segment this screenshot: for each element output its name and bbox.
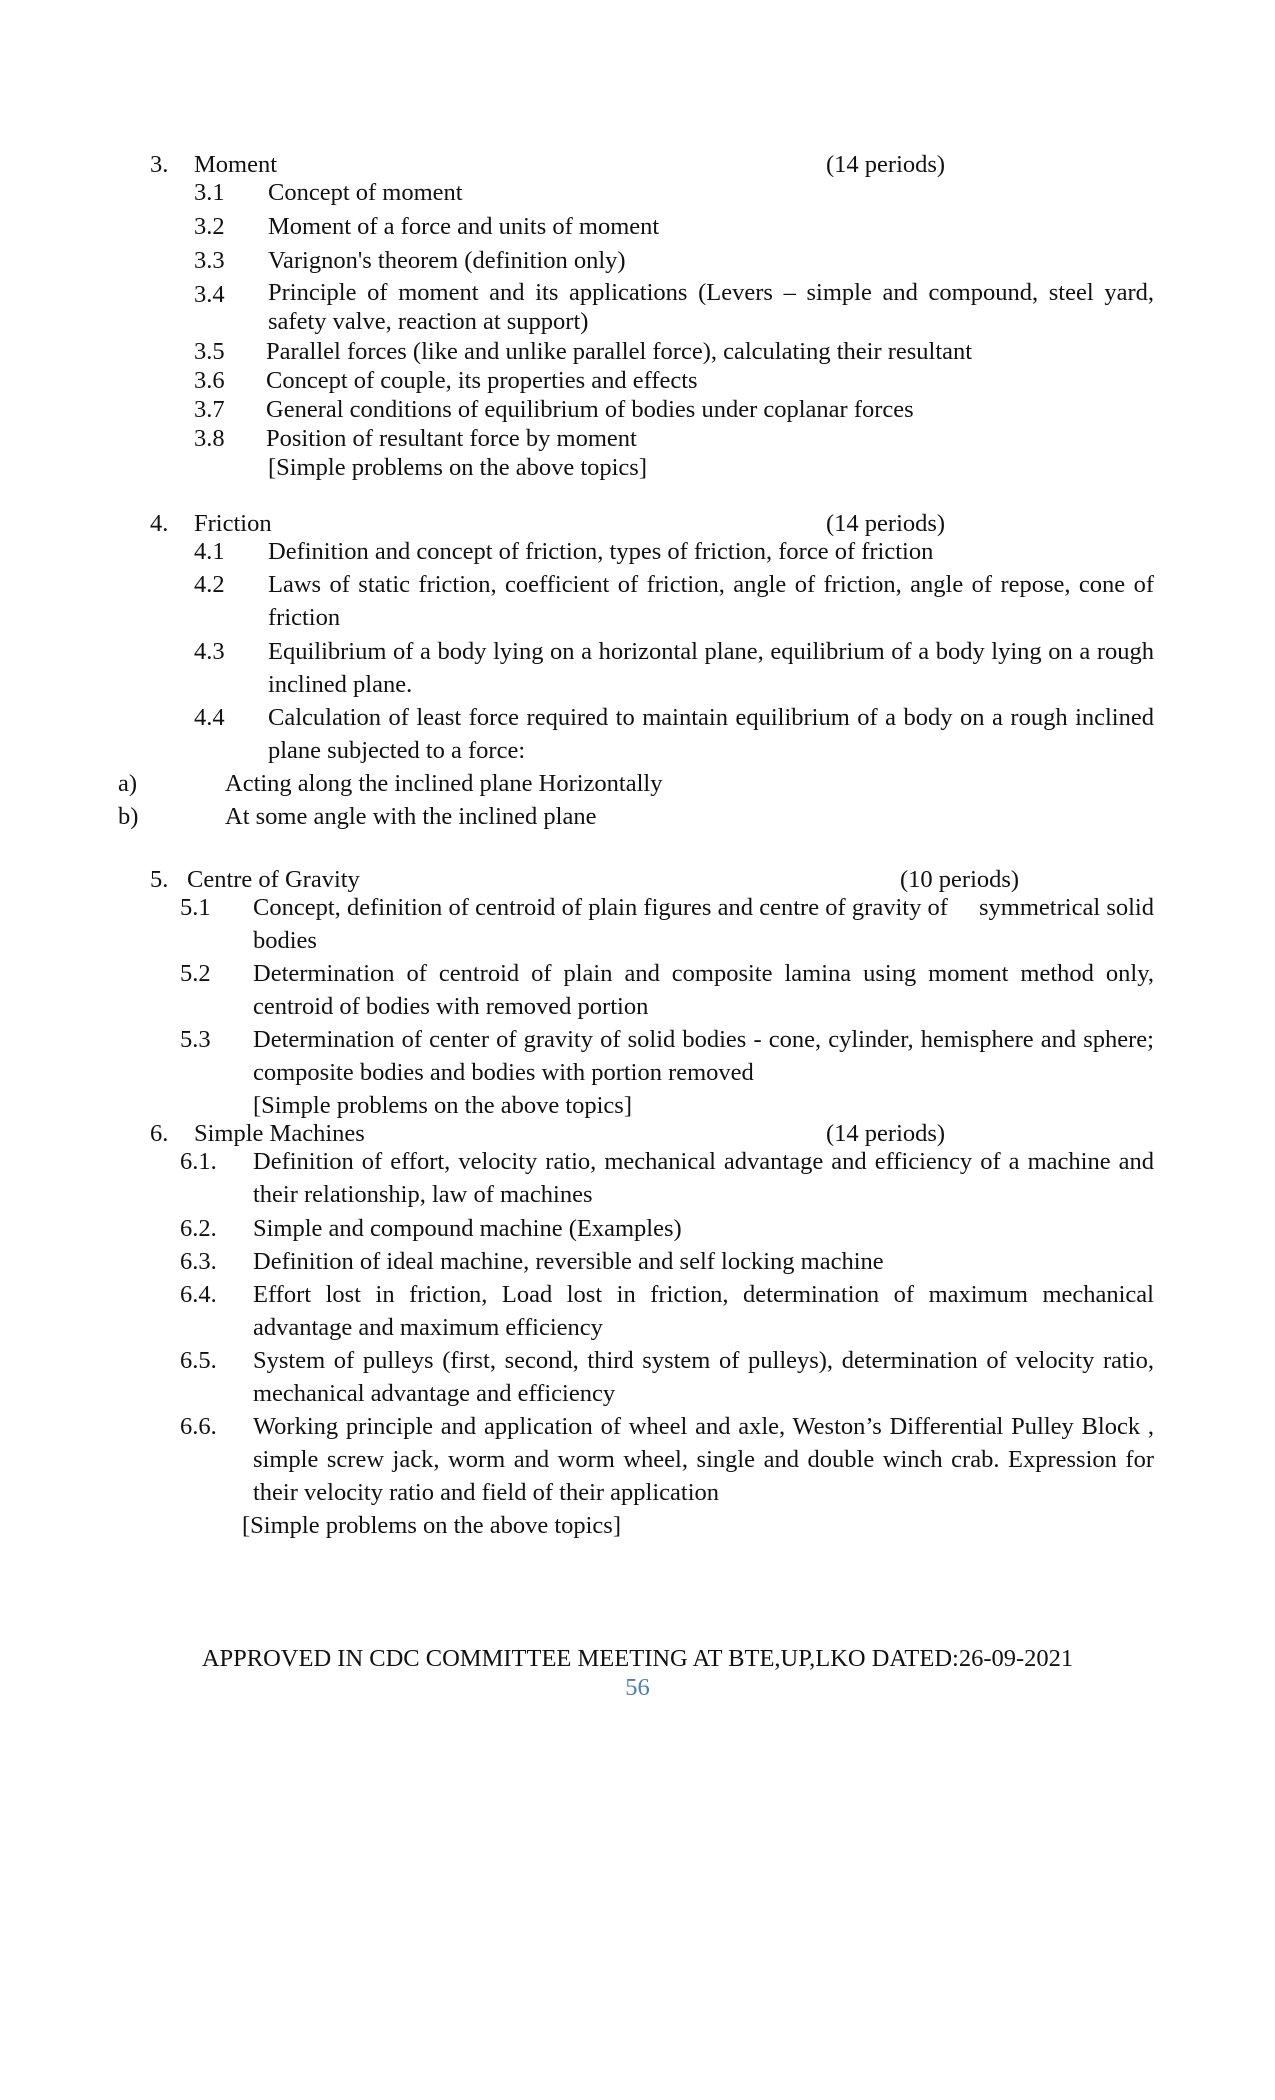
section-title: Simple Machines (194, 1120, 365, 1147)
section-periods: (10 periods) (900, 866, 1020, 893)
item-number: 5.1 (180, 894, 211, 921)
item-text: Equilibrium of a body lying on a horizontal plane, equilibrium of a body lying on a rough inclined plane. (268, 638, 1154, 698)
item-text: Parallel forces (like and unlike parallel force), calculating their resultant (266, 338, 973, 365)
item-number: 6.5. (180, 1347, 217, 1374)
section-periods: (14 periods) (826, 151, 946, 178)
item-text: Effort lost in friction, Load lost in friction, determination of maximum mechanical advantage and maximum efficiency (253, 1281, 1154, 1341)
item-text: Moment of a force and units of moment (268, 213, 660, 240)
item-text: Definition and concept of friction, types of friction, force of friction (268, 538, 934, 565)
item-text: Concept of moment (268, 179, 463, 206)
section-note: [Simple problems on the above topics] (253, 1092, 632, 1119)
section-periods: (14 periods) (826, 510, 946, 537)
page-number: 56 (625, 1674, 650, 1701)
item-text: Principle of moment and its applications (Levers – simple and compound, steel yard, safety valve, reaction at support) (268, 279, 1154, 335)
item-number: 6.6. (180, 1413, 217, 1440)
item-number: 6.3. (180, 1248, 217, 1275)
section-note: [Simple problems on the above topics] (268, 454, 647, 481)
item-number: 5.2 (180, 960, 211, 987)
item-number: 6.2. (180, 1215, 217, 1242)
item-number: 4.2 (194, 571, 225, 598)
section-number: 5. (150, 866, 169, 893)
section-number: 6. (150, 1120, 169, 1147)
item-text: Concept, definition of centroid of plain figures and centre of gravity of symmetrical solid bodies (253, 894, 1154, 954)
item-number: 4.1 (194, 538, 225, 565)
item-text: Working principle and application of wheel and axle, Weston’s Differential Pulley Block , simple screw jack, worm and worm wheel, single and double winch crab. Expression for their velocity ratio and field of their application (253, 1413, 1154, 1506)
item-number: 3.6 (194, 367, 225, 394)
sub-text: At some angle with the inclined plane (225, 803, 597, 830)
section-note: [Simple problems on the above topics] (242, 1512, 621, 1539)
item-number: 3.4 (194, 281, 225, 308)
item-number: 3.2 (194, 213, 225, 240)
section-periods: (14 periods) (826, 1120, 946, 1147)
item-number: 6.4. (180, 1281, 217, 1308)
item-text: Simple and compound machine (Examples) (253, 1215, 682, 1242)
item-number: 3.8 (194, 425, 225, 452)
item-text: Calculation of least force required to maintain equilibrium of a body on a rough inclined plane subjected to a force: (268, 704, 1154, 764)
section-title: Moment (194, 151, 278, 178)
section-title: Centre of Gravity (187, 866, 360, 893)
item-number: 3.1 (194, 179, 225, 206)
sub-text: Acting along the inclined plane Horizontally (225, 770, 663, 797)
item-text: Varignon's theorem (definition only) (268, 247, 626, 274)
item-number: 3.3 (194, 247, 225, 274)
item-number: 3.7 (194, 396, 225, 423)
item-number: 6.1. (180, 1148, 217, 1175)
sub-label: b) (118, 803, 139, 830)
item-text: Position of resultant force by moment (266, 425, 637, 452)
item-number: 5.3 (180, 1026, 211, 1053)
section-title: Friction (194, 510, 272, 537)
item-text: Concept of couple, its properties and effects (266, 367, 698, 394)
item-text: Determination of centroid of plain and composite lamina using moment method only, centroid of bodies with removed portion (253, 960, 1154, 1020)
item-text: System of pulleys (first, second, third system of pulleys), determination of velocity ratio, mechanical advantage and efficiency (253, 1347, 1154, 1407)
item-text: Definition of ideal machine, reversible and self locking machine (253, 1248, 884, 1275)
item-number: 4.3 (194, 638, 225, 665)
item-number: 3.5 (194, 338, 225, 365)
approval-footer: APPROVED IN CDC COMMITTEE MEETING AT BTE,UP,LKO DATED:26-09-2021 (201, 1645, 1074, 1672)
item-text: Definition of effort, velocity ratio, mechanical advantage and efficiency of a machine and their relationship, law of machines (253, 1148, 1154, 1208)
item-text: Laws of static friction, coefficient of friction, angle of friction, angle of repose, cone of friction (268, 571, 1154, 631)
sub-label: a) (118, 770, 138, 797)
item-text: General conditions of equilibrium of bodies under coplanar forces (266, 396, 914, 423)
section-number: 3. (150, 151, 169, 178)
item-text: Determination of center of gravity of solid bodies - cone, cylinder, hemisphere and sphere; composite bodies and bodies with portion removed (253, 1026, 1154, 1086)
section-number: 4. (150, 510, 169, 537)
item-number: 4.4 (194, 704, 225, 731)
